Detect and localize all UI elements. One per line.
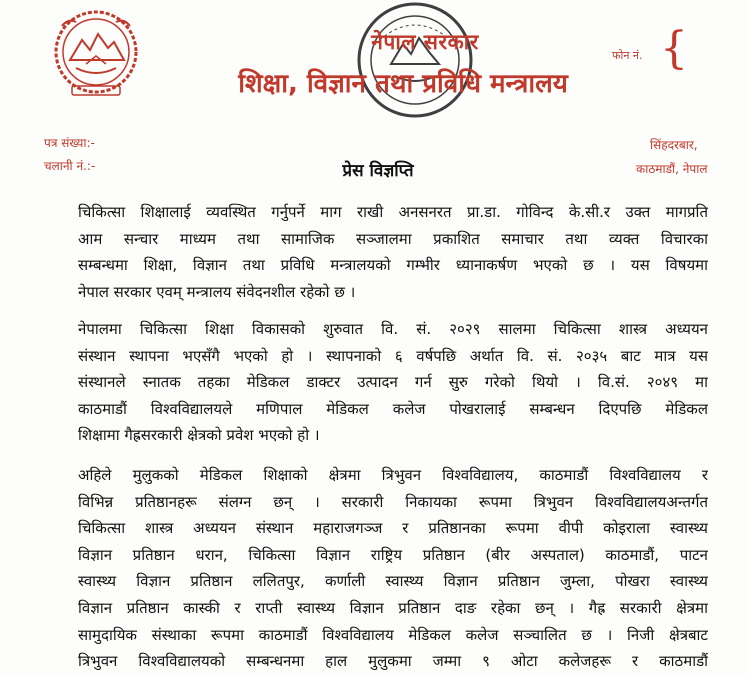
government-heading: नेपाल सरकार xyxy=(371,30,479,54)
paragraph-line: विज्ञान प्रतिष्ठान धरान, चिकित्सा विज्ञान राष्ट्रिय प्रतिष्ठान (बीर अस्पताल) काठमाडौं, पाटन xyxy=(78,545,708,564)
paragraph-line: संस्थान स्थापना भएसँगै भएको हो । स्थापनाको ६ वर्षपछि अर्थात वि. सं. २०३५ बाट मात्र यस xyxy=(78,346,708,365)
paragraph-line: काठमाडौं विश्वविद्यालयले मणिपाल मेडिकल कलेज पोखरालाई सम्बन्धन दिएपछि मेडिकल xyxy=(78,399,708,418)
paragraph-line: संस्थानले स्नातक तहका मेडिकल डाक्टर उत्पादन गर्न सुरु गरेको थियो । वि.सं. २०४९ मा xyxy=(78,373,708,392)
document-title: प्रेस विज्ञप्ति xyxy=(342,161,414,181)
paragraph-line: नेपालमा चिकित्सा शिक्षा विकासको शुरुवात वि. सं. २०२९ सालमा चिकित्सा शास्त्र अध्ययन xyxy=(78,320,708,338)
paragraph-2 xyxy=(78,316,708,449)
ministry-seal-stamp-icon xyxy=(355,0,475,120)
paragraph-line: चिकित्सा शास्त्र अध्ययन संस्थान महाराजगञ्ज र प्रतिष्ठानका रूपमा वीपी कोइराला स्वास्थ्य xyxy=(78,519,708,538)
paragraph-line: विभिन्न प्रतिष्ठानहरू संलग्न छन् । सरकारी निकायका रूपमा त्रिभुवन विश्वविद्यालयअन्तर्गत xyxy=(78,492,708,511)
address-line-2: काठमाडौं, नेपाल xyxy=(636,162,708,176)
paragraph-line: शिक्षामा गैह्रसरकारी क्षेत्रको प्रवेश भएको हो । xyxy=(78,426,320,445)
nepal-coat-of-arms-icon xyxy=(48,6,144,98)
paragraph-line: त्रिभुवन विश्वविद्यालयको सम्बन्धनमा हाल मुलुकमा जम्मा ९ ओटा कलेजहरू र काठमाडौं xyxy=(78,652,708,671)
ministry-heading: शिक्षा, विज्ञान तथा प्रविधि मन्त्रालय xyxy=(238,69,568,99)
paragraph-line: नेपाल सरकार एवम् मन्त्रालय संवेदनशील रहेको छ । xyxy=(78,282,356,301)
paragraph-line: स्वास्थ्य विज्ञान प्रतिष्ठान ललितपुर, कर्णाली स्वास्थ्य विज्ञान प्रतिष्ठान जुम्ला, पोखरा स्वास्थ्य xyxy=(78,572,708,591)
reference-number-label: पत्र संख्या:- xyxy=(44,136,95,150)
paragraph-line: आम सन्चार माध्यम तथा सामाजिक सञ्जालमा प्रकाशित समाचार तथा व्यक्त विचारका xyxy=(78,229,708,248)
paragraph-line: अहिले मुलुकको मेडिकल शिक्षाको क्षेत्रमा त्रिभुवन विश्वविद्यालय, काठमाडौं विश्वविद्यालय र xyxy=(78,466,708,484)
paragraph-line: सम्बन्धमा शिक्षा, विज्ञान तथा प्रविधि मन्त्रालयको गम्भीर ध्यानाकर्षण भएको छ । यस विषयमा xyxy=(78,256,708,275)
paragraph-line: विज्ञान प्रतिष्ठान कास्की र राप्ती स्वास्थ्य विज्ञान प्रतिष्ठान दाङ रहेका छन् । गैह्र सरकारी क्षेत्रमा xyxy=(78,598,708,617)
dispatch-number-label: चलानी नं.:- xyxy=(44,159,96,173)
address-line-1: सिंहदरबार, xyxy=(650,138,698,152)
phone-brace: { xyxy=(660,23,688,74)
paragraph-3 xyxy=(78,462,708,675)
paragraph-line: सामुदायिक संस्थाका रूपमा काठमाडौं विश्वविद्यालय मेडिकल कलेज सञ्चालित छ । निजी क्षेत्रबाट xyxy=(78,625,708,644)
phone-label: फोन नं. xyxy=(612,49,643,62)
paragraph-line: चिकित्सा शिक्षालाई व्यवस्थित गर्नुपर्ने माग राखी अनसनरत प्रा.डा. गोविन्द के.सी.र उक्त मागप्रति xyxy=(78,203,708,221)
paragraph-1 xyxy=(78,199,708,305)
